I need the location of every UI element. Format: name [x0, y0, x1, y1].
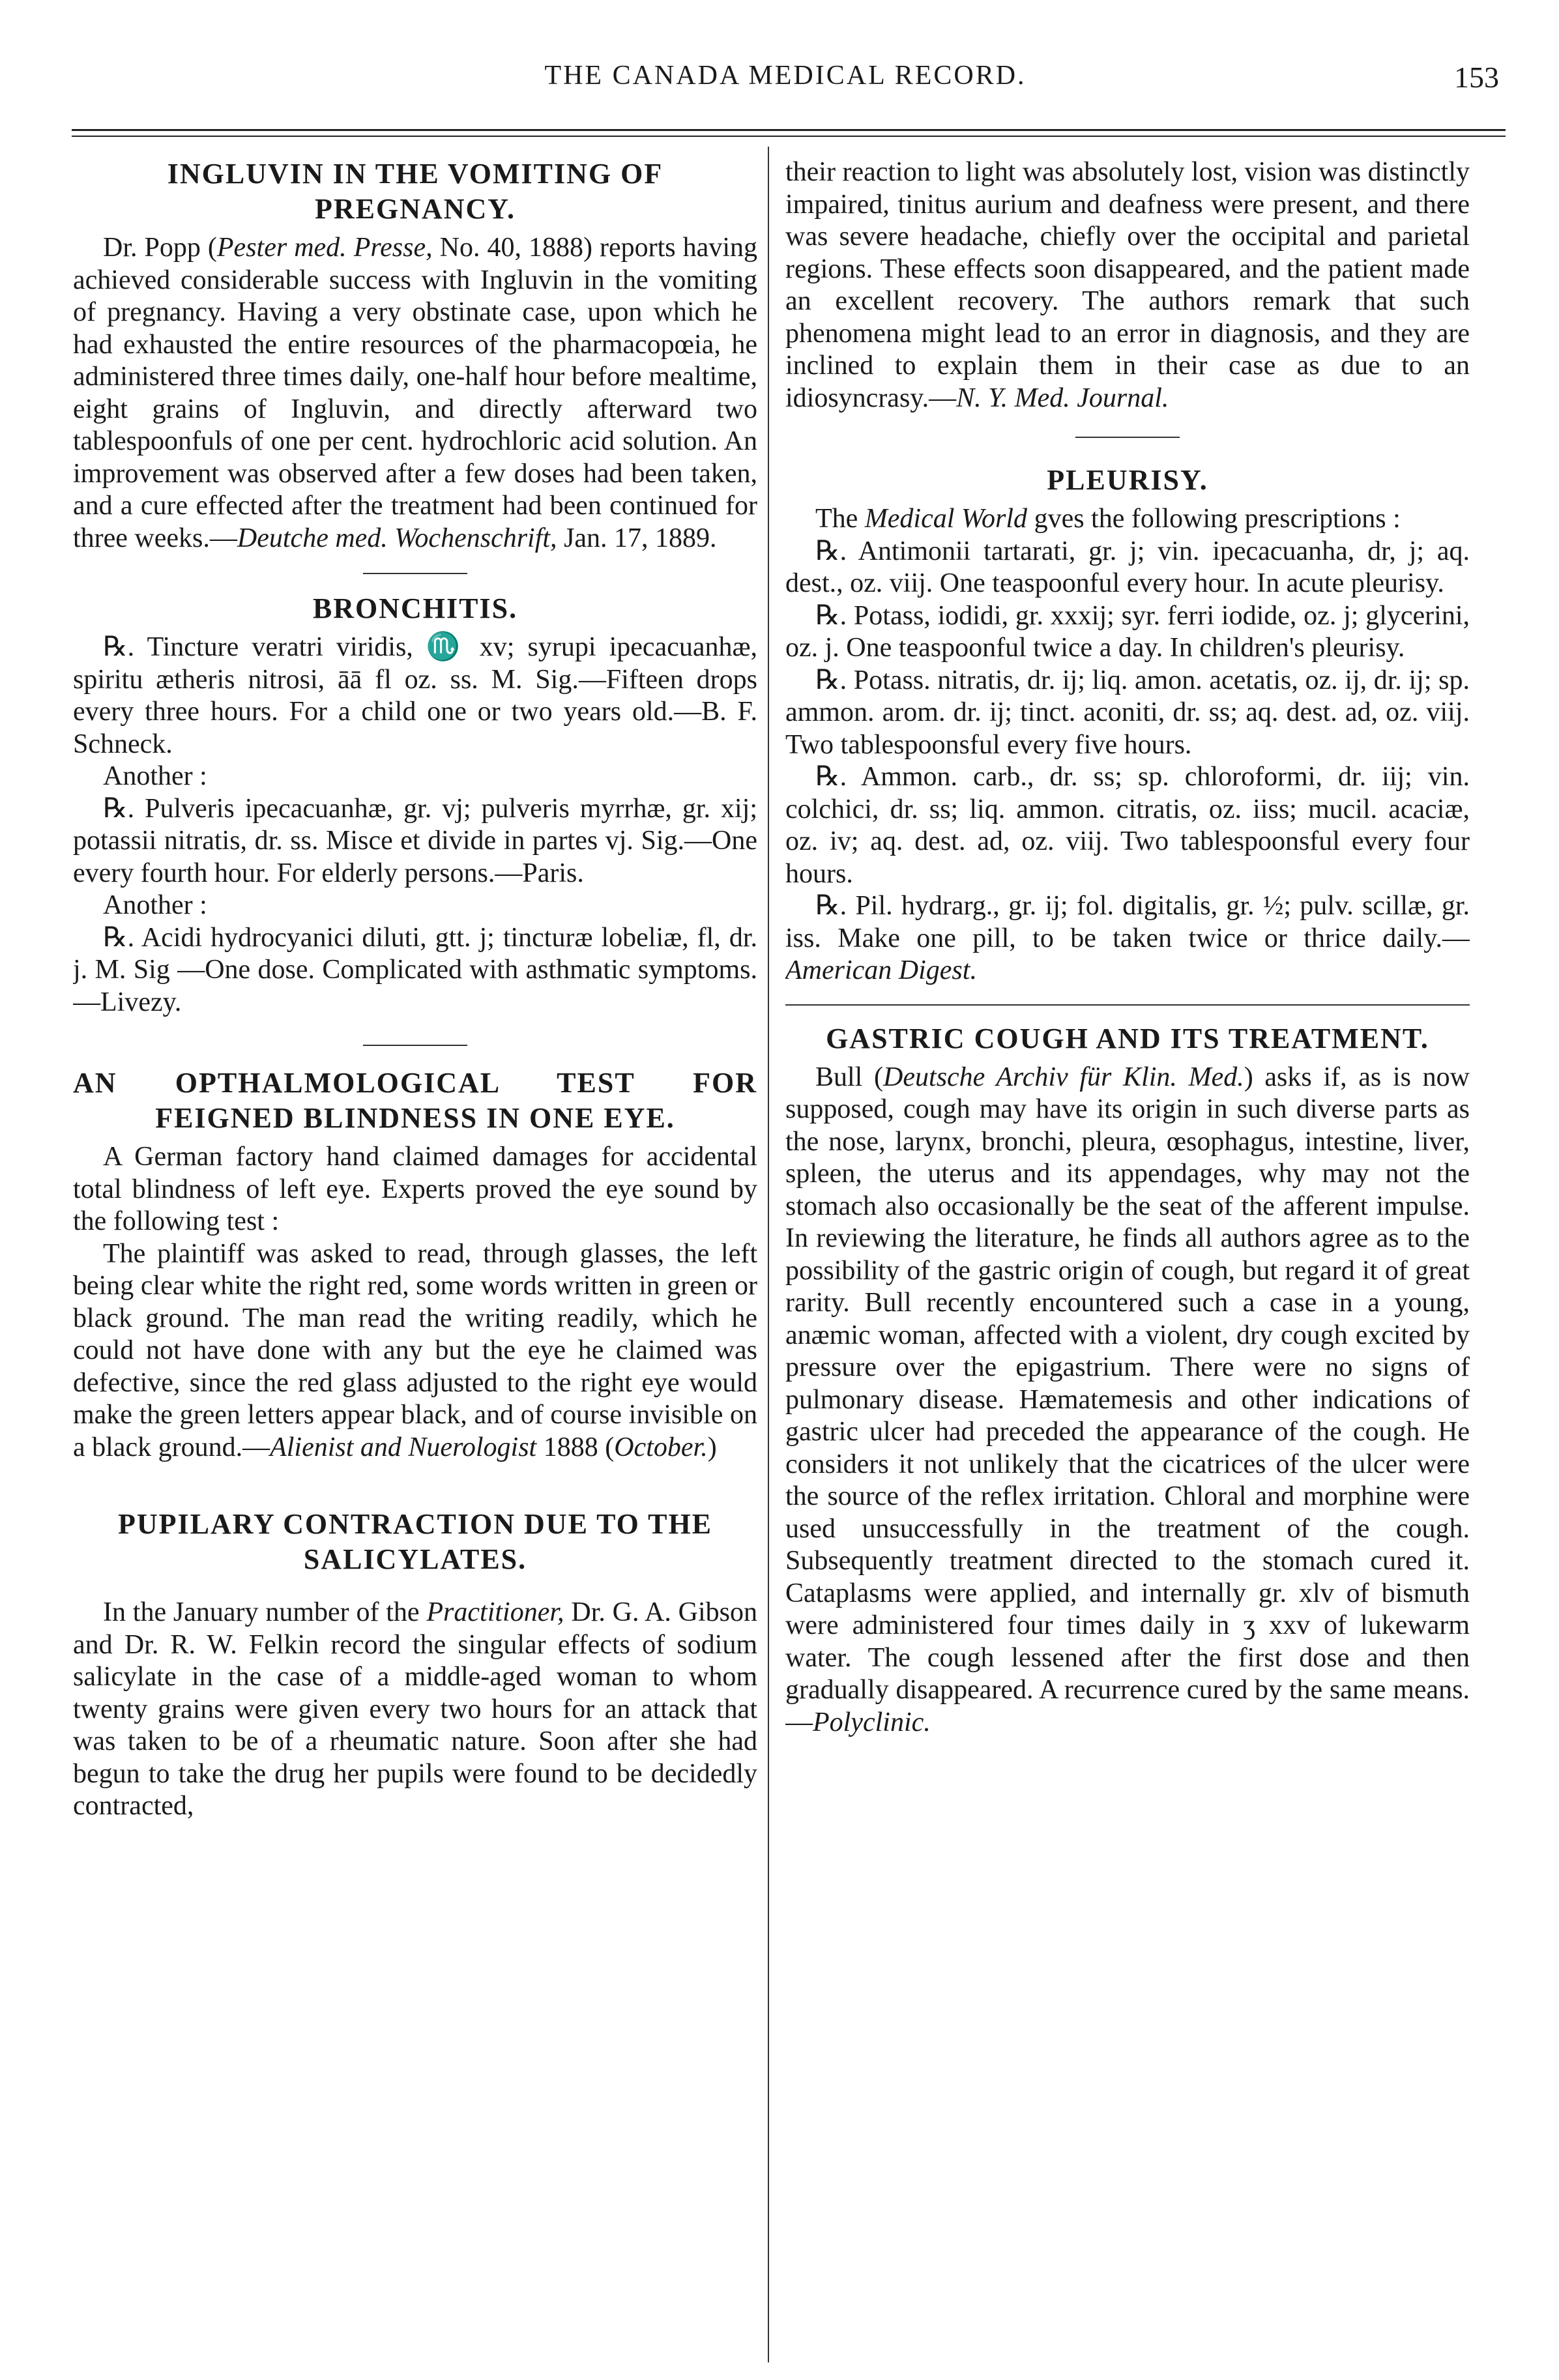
paragraph-label: Another :: [103, 761, 207, 791]
text-run: gves the following prescriptions :: [1027, 504, 1401, 534]
paragraph: [73, 1238, 757, 1464]
running-title: THE CANADA MEDICAL RECORD.: [544, 61, 1027, 91]
title-line: SALICYLATES.: [303, 1543, 527, 1575]
text-run: their reaction to light was absolutely lost, vision was distinctly impaired, tinitus aurium and deafness were present, and there was severe headache, chiefly over the occipital and parietal regions. These effects soon disappeared, and the patient made an excellent recovery. The authors remark that such phenomena might lead to an error in diagnosis, and they are inclined to explain them in their case as due to an idiosyncrasy.—: [785, 157, 1470, 413]
article-ingluvin: [73, 156, 757, 555]
paragraph: [785, 156, 1470, 414]
paragraph: [73, 232, 757, 555]
citation: Medical World: [864, 504, 1028, 534]
text-run: Dr. Popp (: [103, 233, 217, 263]
prescription: ℞. Ammon. carb., dr. ss; sp. chloroformi, dr. iij; vin. colchici, dr. ss; liq. ammon. citratis, oz. iiss; mucil. acaciæ, oz. iv; aq. dest. ad, oz. viij. Two tablespoonsful every four hours.: [785, 762, 1470, 889]
title-line: PUPILARY CONTRACTION DUE TO THE: [117, 1508, 713, 1540]
prescription: ℞. Potass, iodidi, gr. xxxij; syr. ferri iodide, oz. j; glycerini, oz. j. One teaspoonful twice a day. In children's pleurisy.: [785, 600, 1470, 663]
text-run: The plaintiff was asked to read, through glasses, the left being clear white the right red, some words written in green or black ground. The man read the writing readily, which he could not have done with any but the eye he claimed was defective, since the red glass adjusted to the right eye would make the green letters appear black, and of course invisible on a black ground.—: [73, 1238, 757, 1462]
text-run: 1888 (: [536, 1432, 615, 1462]
text-run: In the January number of the: [103, 1597, 427, 1627]
page-number: 153: [1454, 61, 1499, 94]
article-title: BRONCHITIS.: [312, 592, 518, 624]
paragraph: [785, 503, 1470, 536]
header-rule-thin: [72, 136, 1506, 137]
title-line: INGLUVIN IN THE VOMITING OF: [167, 158, 663, 190]
article-title: PLEURISY.: [1047, 464, 1208, 496]
header-rule: [72, 129, 1506, 131]
prescription: ℞. Acidi hydrocyanici diluti, gtt. j; tincturæ lobeliæ, fl, dr. j. M. Sig —One dose. Complicated with asthmatic symptoms.—Livezy.: [73, 922, 757, 1017]
text-run: ): [707, 1432, 717, 1462]
text-run: No. 40, 1888) reports having achieved considerable success with Ingluvin in the vomiting of pregnancy. Having a very obstinate case, upon which he had exhausted the entire resources of the pharmacopœia, he administered three times daily, one-half hour before mealtime, eight grains of Ingluvin, and directly afterward two tablespoonfuls of one per cent. hydrochloric acid solution. An improvement was observed after a few doses had been taken, and a cure effected after the treatment had been continued for three weeks.—: [73, 233, 757, 553]
article-title: [73, 156, 757, 227]
right-column: [785, 156, 1470, 2353]
section-separator-full: [785, 1004, 1470, 1006]
prescription: ℞. Antimonii tartarati, gr. j; vin. ipecacuanha, dr, j; aq. dest., oz. viij. One teaspoonful every hour. In acute pleurisy.: [785, 536, 1470, 598]
section-separator: [1075, 437, 1180, 438]
paragraph: [785, 1062, 1470, 1739]
article-title-line-2: FEIGNED BLINDNESS IN ONE EYE.: [155, 1102, 675, 1134]
paragraph: [73, 1597, 757, 1823]
citation: Deutsche Archiv für Klin. Med.: [883, 1062, 1244, 1092]
text-run: Bull (: [815, 1062, 884, 1092]
article-pupilary-continued: [785, 156, 1470, 414]
article-pleurisy: [785, 463, 1470, 987]
citation: Practitioner,: [426, 1597, 564, 1627]
citation: Deutche med. Wochenschrift,: [237, 523, 557, 553]
left-column: [73, 156, 757, 2353]
section-separator: [363, 573, 467, 574]
article-gastric-cough: [785, 1021, 1470, 1739]
text-run: The: [815, 504, 865, 534]
prescription: ℞. Tincture veratri viridis, ♏ xv; syrupi ipecacuanhæ, spiritu ætheris nitrosi, āā fl oz. ss. M. Sig.—Fifteen drops every three hours. For a child one or two years old.—B. F. Schneck.: [73, 632, 757, 759]
article-pupilary-contraction: [73, 1507, 757, 1823]
running-head: [72, 60, 1499, 99]
column-divider: [768, 147, 769, 2362]
citation: Polyclinic.: [813, 1707, 931, 1737]
article-bronchitis: [73, 591, 757, 1019]
prescription: [785, 890, 1470, 987]
paragraph-label: Another :: [103, 890, 207, 920]
paragraph: A German factory hand claimed damages for accidental total blindness of left eye. Experts proved the eye sound by the following test :: [73, 1142, 757, 1236]
citation: Alienist and Nuerologist: [270, 1432, 537, 1462]
article-title: GASTRIC COUGH AND ITS TREATMENT.: [826, 1022, 1429, 1054]
citation: N. Y. Med. Journal.: [956, 383, 1169, 413]
citation: October.: [614, 1432, 708, 1462]
citation: American Digest.: [785, 955, 977, 985]
title-line: PREGNANCY.: [314, 193, 516, 225]
article-title: [73, 1507, 757, 1577]
text-run: ℞. Pil. hydrarg., gr. ij; fol. digitalis, gr. ½; pulv. scillæ, gr. iss. Make one pill, to be taken twice or thrice daily.—: [785, 891, 1470, 953]
prescription: ℞. Pulveris ipecacuanhæ, gr. vj; pulveris myrrhæ, gr. xij; potassii nitratis, dr. ss. Misce et divide in partes vj. Sig.—One every fourth hour. For elderly persons.—Paris.: [73, 793, 757, 888]
article-title: [73, 1066, 757, 1101]
section-separator: [363, 1045, 467, 1046]
title-line: AN OPTHALMOLOGICAL TEST FOR: [73, 1067, 757, 1099]
prescription: ℞. Potass. nitratis, dr. ij; liq. amon. acetatis, oz. ij, dr. ij; sp. ammon. arom. dr. ij; tinct. aconiti, dr. ss; aq. dest. ad, oz. viij. Two tablespoonsful every five hours.: [785, 665, 1470, 760]
article-ophthalmological-test: [73, 1066, 757, 1464]
text-run: ) asks if, as is now supposed, cough may have its origin in such diverse parts as the nose, larynx, bronchi, pleura, œsophagus, intestine, liver, spleen, the uterus and its appendages, why may not the stomach also occasionally be the seat of the afferent impulse. In reviewing the literature, he finds all authors agree as to the possibility of the gastric origin of cough, but regard it of great rarity. Bull recently encountered such a case in a young, anæmic woman, affected with a violent, dry cough excited by pressure over the epigastrium. There were no signs of pulmonary disease. Hæmatemesis and other indications of gastric ulcer had preceded the appearance of the cough. He considers it not unlikely that the cicatrices of the ulcer were the source of the reflex irritation. Chloral and morphine were used unsuccessfully in the treatment of the cough. Subsequently treatment directed to the stomach cured it. Cataplasms were applied, and internally gr. xlv of bismuth were administered four times daily in ʒ xxv of lukewarm water. The cough lessened after the first dose and then gradually disappeared. A recurrence cured by the same means.—: [785, 1062, 1470, 1737]
text-run: Jan. 17, 1889.: [557, 523, 717, 553]
citation: Pester med. Presse,: [216, 233, 433, 263]
text-run: Dr. G. A. Gibson and Dr. R. W. Felkin record the singular effects of sodium salicylate in the case of a middle-aged woman to whom twenty grains were given every two hours for an attack that was taken to be of a rheumatic nature. Soon after she had begun to take the drug her pupils were found to be decidedly contracted,: [73, 1597, 757, 1821]
